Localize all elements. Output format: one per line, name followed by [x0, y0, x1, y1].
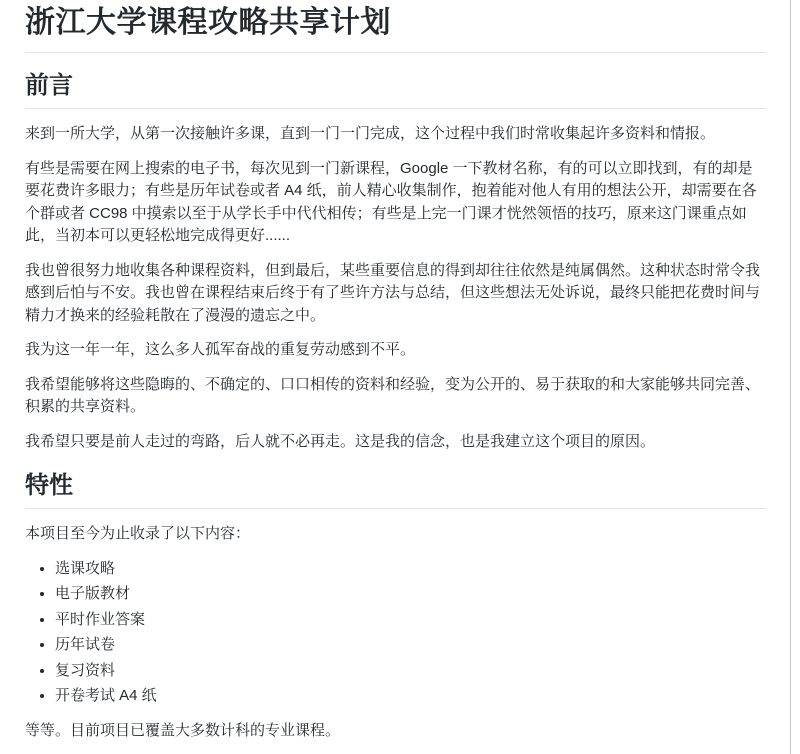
page-title: 浙江大学课程攻略共享计划	[25, 4, 766, 53]
features-list	[25, 558, 766, 708]
list-item: • 开卷考试 A4 纸	[55, 685, 766, 708]
preface-paragraph-3: 我也曾很努力地收集各种课程资料，但到最后，某些重要信息的得到却往往依然是纯属偶然。这种状态时常令我感到后怕与不安。我也曾在课程结束后终于有了些许方法与总结，但这些想法无处诉说，最终只能把花费时间与精力才换来的经验耗散在了漫漫的遗忘之中。	[25, 261, 761, 324]
list-item: • 历年试卷	[55, 634, 766, 657]
preface-paragraph-1: 来到一所大学，从第一次接触许多课，直到一门一门完成，这个过程中我们时常收集起许多资料和情报。	[25, 125, 716, 142]
features-intro: 本项目至今为止收录了以下内容：	[25, 525, 251, 542]
list-item: • 平时作业答案	[55, 609, 766, 632]
section-heading-preface: 前言	[25, 71, 766, 109]
page-edge-divider	[790, 0, 791, 754]
list-item: • 电子版教材	[55, 583, 766, 606]
preface-paragraph-4: 我为这一年一年，这么多人孤军奋战的重复劳动感到不平。	[25, 341, 416, 358]
preface-paragraph-5: 我希望能够将这些隐晦的、不确定的、口口相传的资料和经验，变为公开的、易于获取的和大家能够共同完善、积累的共享资料。	[25, 375, 761, 415]
preface-paragraph-6: 我希望只要是前人走过的弯路，后人就不必再走。这是我的信念，也是我建立这个项目的原因。	[25, 432, 656, 450]
list-item: • 复习资料	[55, 660, 766, 683]
features-outro: 等等。目前项目已覆盖大多数计科的专业课程。	[25, 721, 341, 739]
preface-paragraph-2: 有些是需要在网上搜索的电子书，每次见到一门新课程，Google 一下教材名称，有的可以立即找到，有的却是要花费许多眼力；有些是历年试卷或者 A4 纸，前人精心收集制作，抱着能对他人有用的想法公开，却需要在各个群或者 CC98 中摸索以至于从学长手中代代相传；有些是上完一门课才恍然领悟的技巧，原来这门课重点如此，当初本可以更轻松地完成得更好......	[25, 159, 757, 244]
section-heading-features: 特性	[25, 471, 766, 509]
list-item: • 选课攻略	[55, 558, 766, 581]
